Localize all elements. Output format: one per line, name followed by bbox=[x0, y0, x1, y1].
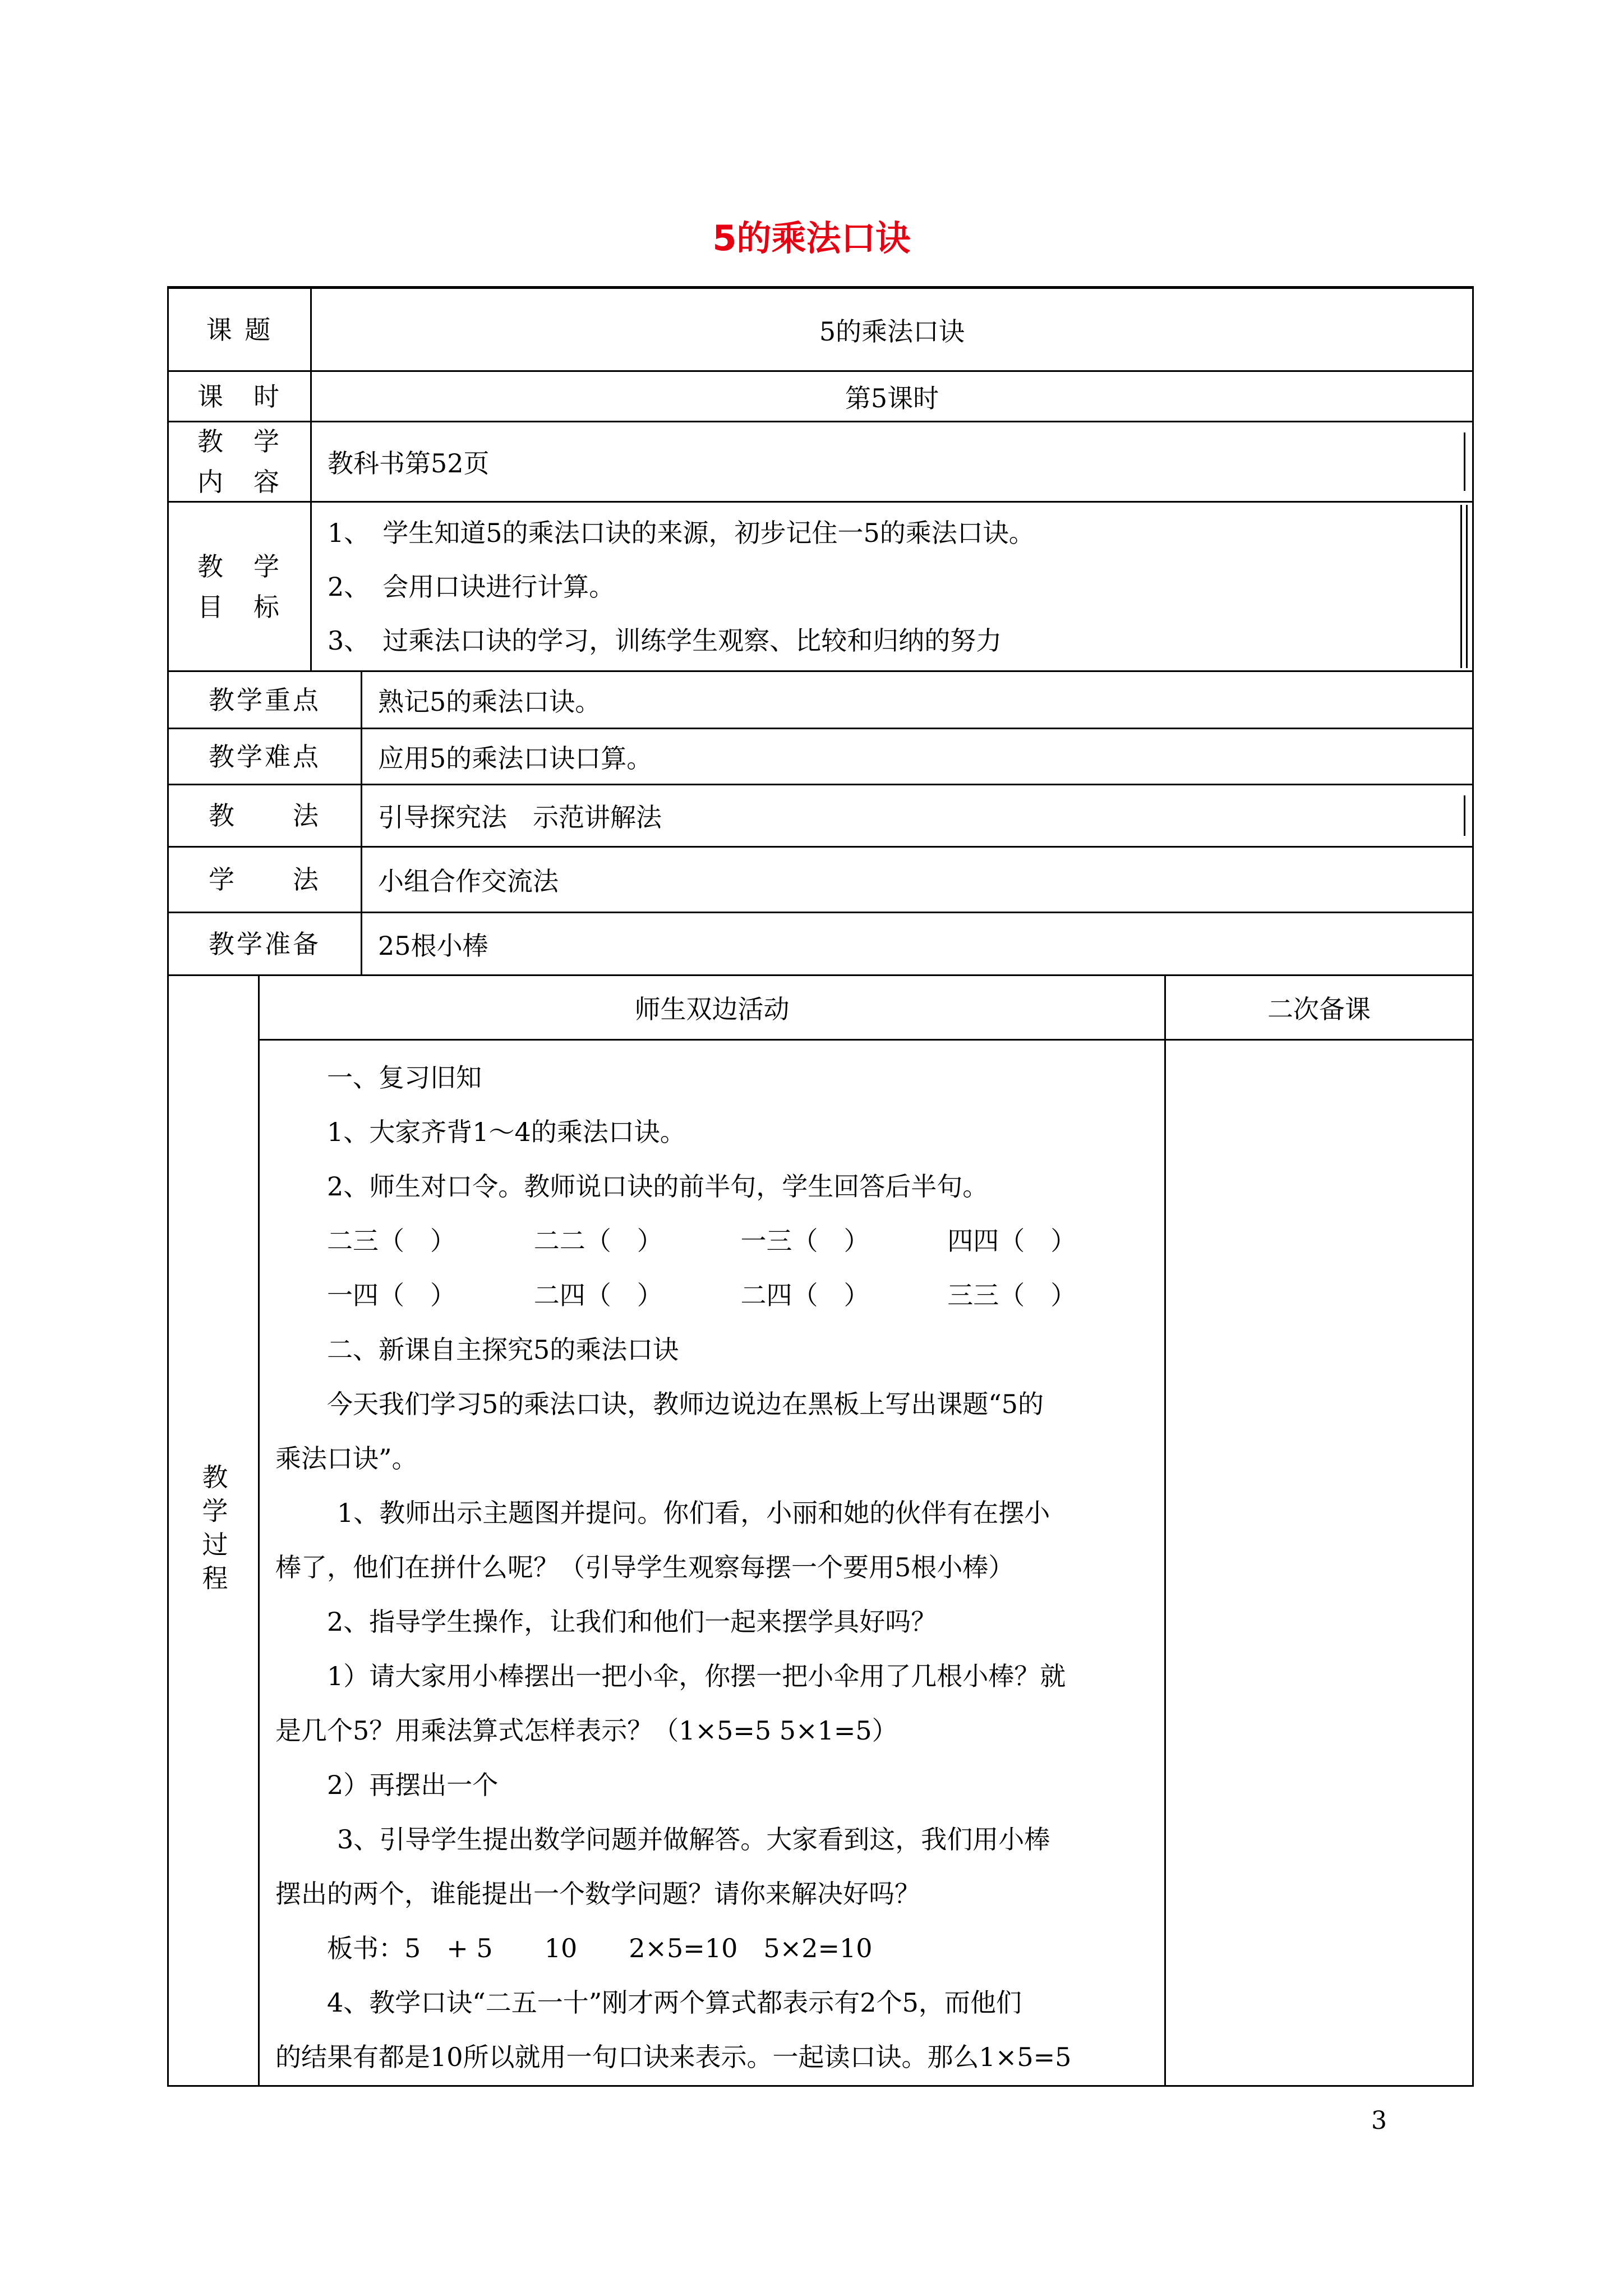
activity-line: 2）再摆出一个 bbox=[327, 1770, 499, 1800]
cell-rule bbox=[1464, 795, 1465, 836]
activity-line: 1）请大家用小棒摆出一把小伞，你摆一把小伞用了几根小棒？就 bbox=[327, 1661, 1066, 1691]
activity-content bbox=[260, 1041, 1166, 2085]
activity-line: 1、教师出示主题图并提问。你们看，小丽和她的伙伴有在摆小 bbox=[337, 1498, 1050, 1528]
learning-method-value: 小组合作交流法 bbox=[378, 866, 559, 896]
teaching-method-value: 引导探究法 示范讲解法 bbox=[378, 802, 662, 832]
content-value: 教科书第52页 bbox=[328, 448, 490, 478]
activity-line: 3、引导学生提出数学问题并做解答。大家看到这，我们用小棒 bbox=[337, 1824, 1050, 1855]
quiz-item: 二四（ ） bbox=[740, 1280, 870, 1310]
page-number: 3 bbox=[1371, 2106, 1387, 2135]
activity-line: 2、师生对口令。教师说口诀的前半句，学生回答后半句。 bbox=[327, 1171, 989, 1202]
row-content bbox=[169, 422, 1472, 503]
lesson-plan-table bbox=[167, 286, 1474, 2087]
quiz-item: 一四（ ） bbox=[327, 1280, 456, 1310]
topic-value: 5的乘法口诀 bbox=[819, 316, 965, 347]
activity-line: 4、教学口诀“二五一十”刚才两个算式都表示有2个5，而他们 bbox=[327, 1987, 1022, 2018]
goals-list bbox=[312, 503, 1472, 670]
key-point-value: 熟记5的乘法口诀。 bbox=[378, 686, 601, 717]
document-title: 5的乘法口诀 bbox=[712, 218, 911, 259]
process-label bbox=[169, 976, 260, 2085]
goals-label-line2: 目 标 bbox=[197, 591, 282, 622]
row-period bbox=[169, 372, 1472, 422]
period-label: 课 时 bbox=[169, 372, 312, 421]
board-writing: 板书：5 + 5 10 2×5=10 5×2=10 bbox=[327, 1933, 873, 1963]
activity-line: 的结果有都是10所以就用一句口诀来表示。一起读口诀。那么1×5=5 bbox=[275, 2042, 1072, 2072]
quiz-item: 四四（ ） bbox=[947, 1226, 1077, 1256]
activity-line: 乘法口诀”。 bbox=[275, 1443, 418, 1474]
content-label-line1: 教 学 bbox=[197, 426, 282, 457]
activity-line: 今天我们学习5的乘法口诀，教师边说边在黑板上写出课题“5的 bbox=[327, 1389, 1044, 1419]
row-process bbox=[169, 976, 1472, 2085]
oral-quiz-row bbox=[275, 1268, 1154, 1323]
cell-rule bbox=[1466, 505, 1468, 668]
activity-line: 2、指导学生操作，让我们和他们一起来摆学具好吗？ bbox=[327, 1607, 937, 1637]
preparation-value: 25根小棒 bbox=[378, 930, 488, 961]
content-label bbox=[169, 422, 312, 501]
preparation-label: 教学准备 bbox=[169, 913, 362, 974]
quiz-item: 二四（ ） bbox=[533, 1280, 663, 1310]
oral-quiz-row bbox=[275, 1214, 1154, 1268]
row-teaching-method bbox=[169, 785, 1472, 848]
activity-column-header: 师生双边活动 bbox=[260, 976, 1166, 1039]
difficulty-value: 应用5的乘法口诀口算。 bbox=[378, 743, 653, 774]
row-difficulty bbox=[169, 729, 1472, 785]
activity-line: 1、大家齐背1～4的乘法口诀。 bbox=[327, 1117, 686, 1147]
quiz-item: 二三（ ） bbox=[327, 1226, 456, 1256]
topic-label: 课 题 bbox=[169, 289, 312, 370]
activity-line: 二、新课自主探究5的乘法口诀 bbox=[327, 1335, 679, 1365]
learning-method-label: 学 法 bbox=[169, 848, 362, 912]
period-value: 第5课时 bbox=[845, 383, 939, 413]
difficulty-label: 教学难点 bbox=[169, 729, 362, 784]
goal-item: 3、 过乘法口诀的学习，训练学生观察、比较和归纳的努力 bbox=[328, 625, 1002, 656]
key-point-label: 教学重点 bbox=[169, 672, 362, 728]
activity-line: 是几个5？用乘法算式怎样表示？（1×5=5 5×1=5） bbox=[275, 1715, 898, 1746]
quiz-item: 二二（ ） bbox=[533, 1226, 663, 1256]
quiz-item: 三三（ ） bbox=[947, 1280, 1077, 1310]
activity-line: 摆出的两个，谁能提出一个数学问题？请你来解决好吗？ bbox=[275, 1879, 920, 1909]
goal-item: 1、 学生知道5的乘法口诀的来源，初步记住一5的乘法口诀。 bbox=[328, 517, 1035, 548]
content-label-line2: 内 容 bbox=[197, 467, 282, 497]
goals-label bbox=[169, 503, 312, 670]
row-learning-method bbox=[169, 848, 1472, 913]
goal-item: 2、 会用口诀进行计算。 bbox=[328, 571, 615, 602]
row-preparation bbox=[169, 913, 1472, 976]
cell-rule bbox=[1460, 505, 1462, 668]
row-topic bbox=[169, 289, 1472, 372]
row-key-point bbox=[169, 672, 1472, 729]
row-goals bbox=[169, 503, 1472, 672]
quiz-item: 一三（ ） bbox=[740, 1226, 870, 1256]
teaching-method-label: 教 法 bbox=[169, 785, 362, 846]
process-label-text: 教学过程 bbox=[198, 1463, 229, 1598]
notes-column-header: 二次备课 bbox=[1267, 994, 1371, 1024]
cell-rule bbox=[1464, 432, 1465, 491]
process-header bbox=[260, 976, 1472, 1041]
activity-line: 棒了，他们在拼什么呢？（引导学生观察每摆一个要用5根小棒） bbox=[275, 1552, 1015, 1582]
goals-label-line1: 教 学 bbox=[197, 551, 282, 582]
activity-line: 一、复习旧知 bbox=[327, 1062, 482, 1093]
